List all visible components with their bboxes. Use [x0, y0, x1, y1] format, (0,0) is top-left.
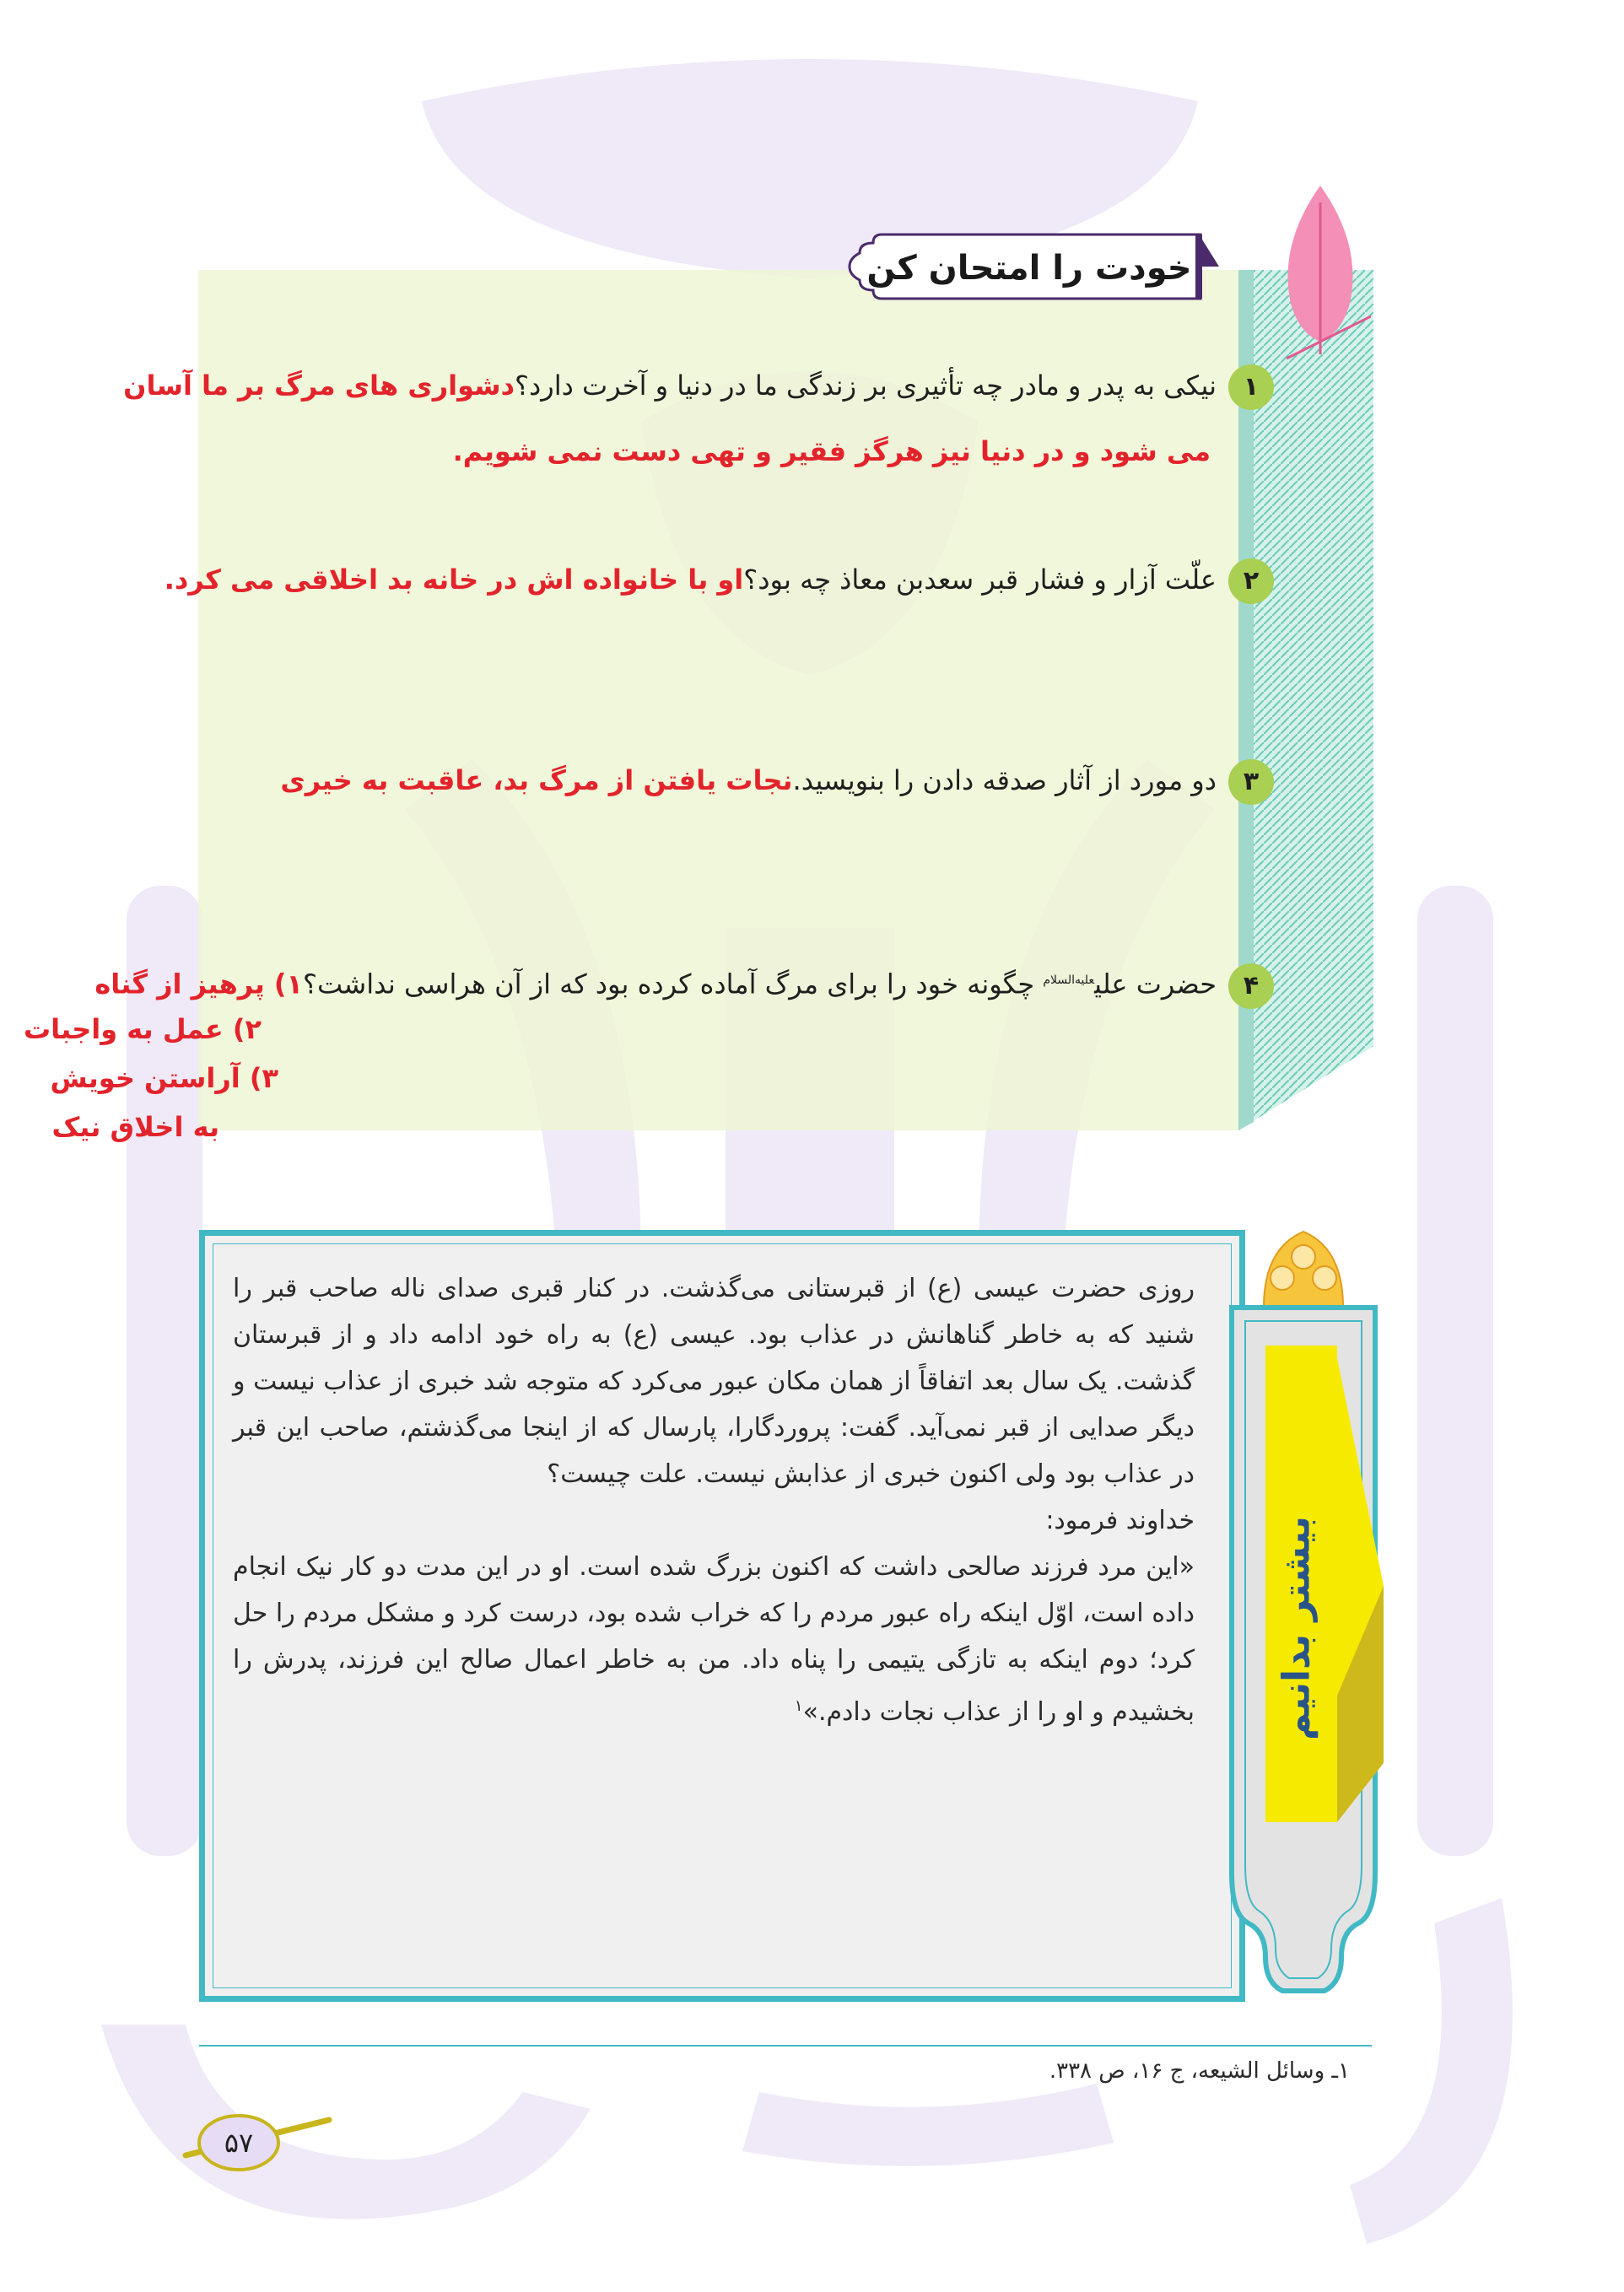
leaf-icon: [1270, 177, 1371, 371]
question-2: [17, 553, 1274, 607]
question-1: [17, 359, 1274, 413]
honorific-mark: عليه‌السلام: [1043, 973, 1095, 987]
question-text: دو مورد از آثار صدقه دادن را بنویسید.: [792, 764, 1217, 796]
answer-text: ۱) پرهیز از گناه: [94, 968, 304, 1000]
story-paragraph: خداوند فرمود:: [1045, 1506, 1195, 1535]
question-number-badge: ۳: [1228, 759, 1274, 805]
question-4: [8, 953, 1274, 1011]
question-number-badge: ۴: [1228, 963, 1274, 1009]
answer-text: دشواری های مرگ بر ما آسان: [123, 369, 515, 402]
section-title: خودت را امتحان کن: [866, 249, 1192, 288]
footnote-divider: [199, 2045, 1372, 2047]
question-text-cont: چگونه خود را برای مرگ آماده کرده بود که از آن هراسی نداشت؟: [303, 968, 1044, 1000]
story-paragraph: روزی حضرت عیسی (ع) از قبرستانی می‌گذشت. در کنار قبری صدای ناله صاحب قبر را شنید که به خاطر گناهانش در عذاب بود. عیسی (ع) به راه خود ادامه داد و از قبرستان گذشت. یک سال بعد اتفاقاً از همان مکان عبور می‌کرد که متوجه شد خبری از عذاب نیست و دیگر صدایی از قبر نمی‌آید. گفت: پروردگارا، پارسال که از اینجا می‌گذشتم، صاحب این قبر در عذاب بود ولی اکنون خبری از عذابش نیست. علت چیست؟: [233, 1274, 1195, 1489]
answer-text: نجات یافتن از مرگ بد، عاقبت به خیری: [280, 764, 793, 796]
question-1-answer-cont: می شود و در دنیا نیز هرگز فقیر و تهی دست نمی شویم.: [452, 435, 1211, 467]
story-paragraph: «این مرد فرزند صالحی داشت که اکنون بزرگ شده است. او در این مدت دو کار نیک انجام داده است، اوّل اینکه راه عبور مردم را که خراب شده بود، درست کرد و مشکل مردم را حل کرد؛ دوم اینکه به تازگی یتیمی را پناه داد. من به خاطر اعمال صالح این فرزند، پدرش را بخشیدم و او را از عذاب نجات دادم.»$^۱$: [233, 1552, 1195, 1727]
question-text: علّت آزار و فشار قبر سعدبن معاذ چه بود؟: [743, 564, 1217, 596]
question-3: [17, 753, 1274, 807]
answer-text: او با خانواده اش در خانه بد اخلاقی می کرد.: [164, 564, 744, 596]
question-text: نیکی به پدر و مادر چه تأثیری بر زندگی ما در دنیا و آخرت دارد؟: [515, 369, 1217, 402]
page-number: ۵۷: [224, 2127, 254, 2159]
story-text: [233, 1265, 1195, 1735]
question-4-answer-line-2: ۲) عمل به واجبات: [23, 1013, 262, 1045]
footnote-text: ۱ـ وسائل الشیعه، ج ۱۶، ص ۳۳۸.: [1049, 2058, 1350, 2084]
question-number-badge: ۲: [1228, 558, 1274, 604]
question-text: حضرت علی: [1094, 968, 1217, 1000]
know-more-label: بیشتر بدانیم: [1275, 1516, 1319, 1740]
question-number-badge: ۱: [1228, 364, 1274, 410]
footnote-mark: ۱: [794, 1697, 803, 1715]
question-4-answer-line-3: ۳) آراستن خویش: [50, 1062, 278, 1094]
question-4-answer-line-4: به اخلاق نیک: [51, 1111, 219, 1143]
